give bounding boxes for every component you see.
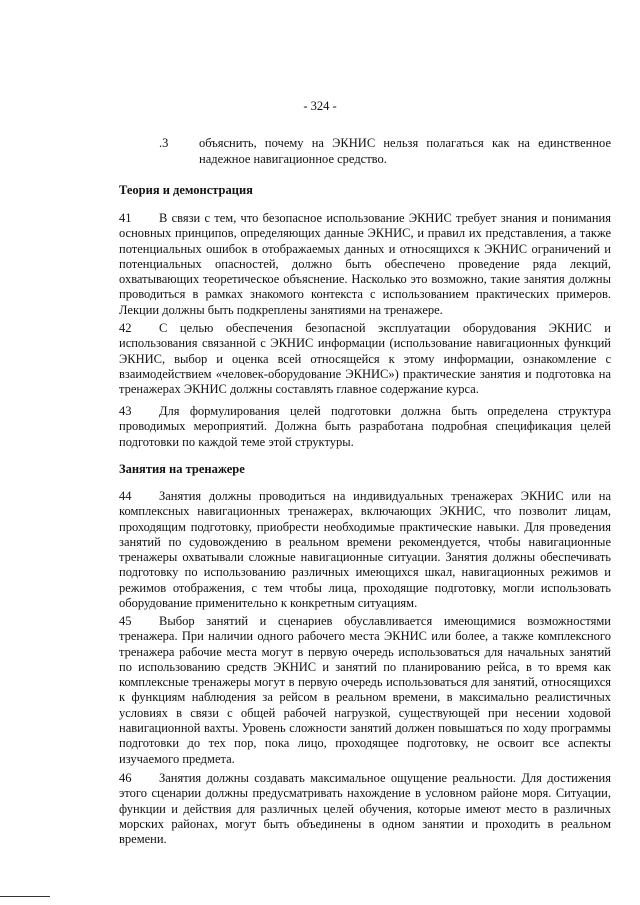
paragraph [119, 211, 611, 318]
section-heading: Занятия на тренажере [119, 462, 245, 476]
paragraph-number: 41 [119, 211, 132, 225]
paragraph [119, 404, 611, 450]
paragraph-text: С целью обеспечения безопасной эксплуатации оборудования ЭКНИС и использования связанной с ЭКНИС информации (использование навигационных функций ЭКНИС, выбор и оценка всей относящейся к этому информации, ознакомление с взаимодействием «человек-оборудование ЭКНИС») практические занятия и подготовка на тренажерах ЭКНИС должны составлять главное содержание курса. [119, 321, 611, 397]
enumerated-item [159, 136, 611, 167]
paragraph-text: Выбор занятий и сценариев обуславливается имеющимися возможностями тренажера. При наличии одного рабочего места ЭКНИС или более, а также комплексного тренажера рабочие места могут в первую очередь использоваться для начальных занятий по использованию средств ЭКНИС и занятий по планированию рейса, в то время как комплексные тренажеры могут в первую очередь использоваться для занятий, относящихся к функциям наблюдения за рейсом в реальном времени, в максимально реалистичных условиях в связи с общей рабочей нагрузкой, существующей при несении ходовой навигационной вахты. Уровень сложности занятий должен повышаться по ходу программы подготовки до тех пор, пока лицо, проходящее подготовку, не освоит все аспекты изучаемого предмета. [119, 614, 611, 766]
section-heading: Теория и демонстрация [119, 183, 253, 197]
paragraph-text: Занятия должны создавать максимальное ощущение реальности. Для достижения этого сценарии должны предусматривать нахождение в условном районе моря. Ситуации, функции и действия для различных целей обучения, которые имеют место в различных морских районах, могут быть объединены в одном занятии и проходить в реальном времени. [119, 771, 611, 847]
paragraph-text: В связи с тем, что безопасное использование ЭКНИС требует знания и понимания основных принципов, определяющих данные ЭКНИС, и правил их представления, а также потенциальных ошибок в отображаемых данных и относящихся к ЭКНИС ограничений и потенциальных опасностей, должно быть обеспечено проведение ряда лекций, охватывающих теоретическое объяснение. Насколько это возможно, такие занятия должны проводиться в рамках знакомого контекста с использованием практических примеров. Лекции должны быть подкреплены занятиями на тренажере. [119, 211, 611, 317]
paragraph [119, 321, 611, 397]
paragraph-number: 43 [119, 404, 132, 418]
scan-edge-mark [0, 896, 50, 897]
paragraph-number: 44 [119, 489, 132, 503]
paragraph-number: 46 [119, 771, 132, 785]
page-number: - 324 - [303, 99, 337, 113]
paragraph-number: 45 [119, 614, 132, 628]
paragraph-number: 42 [119, 321, 132, 335]
item-index: .3 [159, 136, 169, 150]
paragraph-text: Для формулирования целей подготовки должна быть определена структура проводимых мероприятий. Должна быть разработана подробная спецификация целей подготовки по каждой теме этой структуры. [119, 404, 611, 449]
paragraph [119, 614, 611, 767]
paragraph [119, 771, 611, 847]
paragraph-text: Занятия должны проводиться на индивидуальных тренажерах ЭКНИС или на комплексных навигационных тренажерах, включающих ЭКНИС, что позволит лицам, проходящим подготовку, приобрести необходимые практические навыки. Для проведения занятий по судовождению в реальном времени рекомендуется, чтобы навигационные тренажеры охватывали сложные навигационные ситуации. Занятия должны обеспечивать подготовку по использованию различных имеющихся шкал, навигационных режимов и режимов отображения, с тем чтобы лица, проходящие подготовку, могли использовать оборудование применительно к конкретным ситуациям. [119, 489, 611, 611]
paragraph [119, 489, 611, 611]
item-text: объяснить, почему на ЭКНИС нельзя полагаться как на единственное надежное навигационное средство. [199, 136, 611, 166]
